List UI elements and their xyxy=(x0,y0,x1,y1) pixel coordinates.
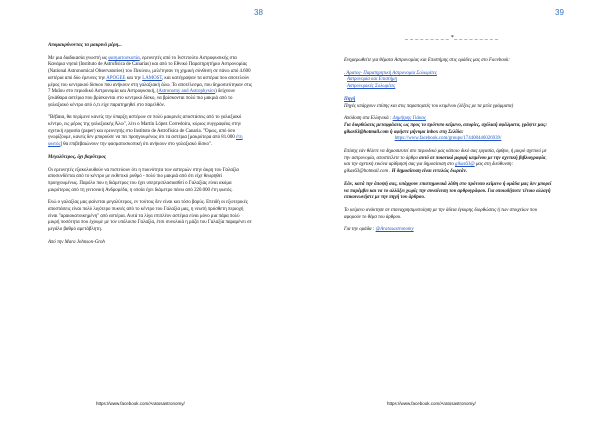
paragraph xyxy=(48,56,252,110)
text: Για την ομάδα : xyxy=(344,227,376,233)
text: Απόδοση στα Ελληνικά : xyxy=(344,116,393,122)
text: , ερευνητές από το Ινστιτούτο Αστροφυσικής στα Κανάρια νησιά (Instituto de Astrofisica de Canarias) και από το Εθνικό Παρατηρητήριο Αστρονομίας (National Astronomical Observatories) του Πεκίνου, μελέτησαν τη χημική σύνθεση σε πάνω από 4.600 αστέρια από δύο έρευνες την xyxy=(48,55,251,81)
aratos-mention-link[interactable]: @Aratosastronomy xyxy=(375,227,414,233)
paragraph: Ενώ ο γαλαξίας μας φαίνεται μεγαλύτερος, εν τούτοις δεν είναι και τόσο βαρύς. Επειδή οι εξωτερικές αποστάσεις είναι πολύ λιγότερο πυκνές από το κέντρο του Γαλαξία μας, η νεωτή πρόσθετη περιοχή είναι "αραιοκατοικημένη" από αστέρια. Αυτά τα λίγα επιπλέον αστέρια είναι μόνο μια πάρα πολύ μικρή ποσότητα που έχουμε με τον υπόλοιπο Γαλαξία, έτσι συνολικά η μάζα του Γαλαξία παραμένει σε μεγάλο βαθμό αμετάβλητη. xyxy=(48,200,252,233)
group-links xyxy=(344,71,552,91)
left-text-column xyxy=(48,43,252,253)
group-link-astronomers[interactable]: Αστρονομικές Σολωμίτες xyxy=(347,84,396,90)
lamost-link[interactable]: LAMOST xyxy=(142,75,162,81)
footer-link[interactable]: https://www.facebook.com/Aratosastronomy/ xyxy=(96,401,185,406)
magazine-link[interactable]: gikas63@ xyxy=(455,162,475,168)
paragraph: Οι ερευνητές εξακολουθούν να πιστεύουν ότι η πυκνότητα των αστεριών στην άκρη του Γαλαξία αποσυνδέεται από το κέντρο με εκθετικό ρυθμό - πολύ πιο μακριά από ότι είχε θεωρηθεί προηγουμένως. Παρόλο που η διάμετρος του έχει υπερτριπλασιασθεί ο Γαλαξίας είναι ακόμα μικρότερος από τη γειτονική Ανδρομέδα, η οποία έχει διάμετρο πάνω από 220.000 έτη φωτός. xyxy=(48,167,239,193)
facebook-group-link[interactable]: https://www.facebook.com/groups/174408446026939/ xyxy=(394,136,502,142)
footer-link[interactable]: https://www.facebook.com/Aratosastronomy/ xyxy=(387,401,476,406)
text: Για διορθώσεις μεταφράσεις ως προς το πρότυπο κείμενο, απορίες, σχόλιαή σφάλματα, γράψτε μας: gikas63@hotmail.com xyxy=(344,122,548,135)
group-link-aratos[interactable]: . Άρατος- Παρατηρητική Αστρονομία Σολωμίτες xyxy=(344,70,437,76)
page-number: 38 xyxy=(254,8,263,17)
text: ) δείχνουν ξεκάθαρα αστέρια που βρίσκονται στο κεντρικό δίσκο, να βρίσκονται πολύ πιο μακριά από το γαλαξιακό κέντρο από ό,τι είχε παρατηρηθεί στο παρελθόν. xyxy=(48,89,236,108)
source-block xyxy=(344,97,552,110)
reuse-note: Το κείμενο ανάκτησε σε επαναχρησιμοποίηση με την άδεια έγκυρης διορθώσεις ή των στοιχείων που αφορούν το θέμα του άρθρου. xyxy=(344,207,538,220)
group-mention xyxy=(344,227,552,234)
separator: _ _ _ _ _ _ _ _ _ *_ _ _ _ _ _ _ _ _ xyxy=(405,35,499,41)
corrections-note xyxy=(344,123,552,136)
groups-intro: Ενημερωθείτε για θέματα Αστρονομίας και Επιστήμης στις ομάδες μας στο Facebook: xyxy=(344,58,510,63)
errors-note: Εάν, κατά την άποψή σας, υπάρχουν επιστημονικά λάθη στο πρότυπο κείμενο ή ομάδα μας δεν μπορεί να παρέμβει και να το αλλάξει χωρίς την συναίνεση του αρθρογράφου. Για οποιοδήποτε τέτοιο αλλαγή επικοινωνήστε με την πηγή του άρθρου. xyxy=(344,181,552,201)
journal-link[interactable]: Astronomy and Astrophysics xyxy=(158,89,216,95)
author-signature: Από την Mara Johnson-Groh xyxy=(48,239,105,245)
right-text-column xyxy=(344,58,552,240)
section-heading: Απομακρύνοντας τα μακρινά μέρη... xyxy=(48,43,122,48)
text: Η δημοσίευση είναι εντελώς δωρεάν. xyxy=(391,169,467,175)
source-link[interactable]: Πηγή xyxy=(344,96,356,102)
translator-link[interactable]: Δημήτρης Γιάκας xyxy=(392,116,426,122)
text: αυτό σε ποιοτικό μορφή κειμένου με την σχετική βιβλιογραφία xyxy=(419,155,546,161)
text: και την xyxy=(125,75,143,81)
page-number: 39 xyxy=(555,8,564,17)
text: , και την σχετική εικόνα αρίθμησή σας για δημοσίευση στο xyxy=(344,155,547,168)
light-years-link[interactable]: έτη φωτός xyxy=(48,135,243,148)
text: Με μια διαδικασία γνωστή ως xyxy=(48,55,109,61)
submission-note xyxy=(344,149,552,176)
translation-credit xyxy=(344,116,552,123)
group-link-astronomy-science[interactable]: Αστρονομία και Επιστήμη xyxy=(347,77,397,83)
right-page xyxy=(300,0,600,424)
facebook-link-block xyxy=(344,136,552,143)
text: ] θα επιβεβαιώνουν την φασματοσκοπική ότι ανήκουν στο γαλαξιακό δίσκο". xyxy=(60,142,213,148)
source-text: Πηγές υπάρχουν επίσης και στις παραπομπές του κειμένου (λέξεις με τα μπλε γράμματα) xyxy=(344,103,514,109)
text: Επίσης εάν θέλετε να δημοσιευτεί στο περιοδικό μας κάποιο δικό σας εργασία, άρθρο, ή μικρό σχετικό με την αστρονομία, αποστείλετε το άρθρο xyxy=(344,149,547,161)
text: , και κατέγραψαν τα αστέρια που αποτελούν μέρος του κεντρικού δίσκου που ανήκουν στη γαλαξιακή άλω. Το αποτέλεσμα, που δημοσιεύτηκαν στις 7 Μαΐου στο περιοδικό Αστρονομία και Αστροφυσική, ( xyxy=(48,75,252,95)
section-heading: Μεγαλύτερος, όχι βαρύτερος xyxy=(48,154,106,160)
text: μας στη διεύθυνση: gikas63@hotmail.com . xyxy=(344,162,514,175)
text: ή αφήστε μήνυμα inbox στη Σελίδα: xyxy=(388,129,464,135)
paragraph xyxy=(48,115,252,149)
spectroscopy-link[interactable]: φασματοσκοπία xyxy=(108,55,140,61)
text: "Βέβαια, θα περίμενε κανείς την ύπαρξη αστέρων σε πολύ μακρινές αποστάσεις από το γαλαξιακό κέντρο, εις μέρος της γαλαξιακής Άλω", λέει ο Martín López Corredoira, κύριος συγγραφέας στην σχετική εργασία (paper) και ερευνητής στο Instituto de Astrofisica de Canaria. "Όμως, από όσο γνωρίζουμε, κανείς δεν μπορούσε να πει προηγουμένως ότι τα αστέρια [μακρύτερα από 81.000 xyxy=(48,115,242,141)
apogee-link[interactable]: APOGEE xyxy=(106,75,126,81)
